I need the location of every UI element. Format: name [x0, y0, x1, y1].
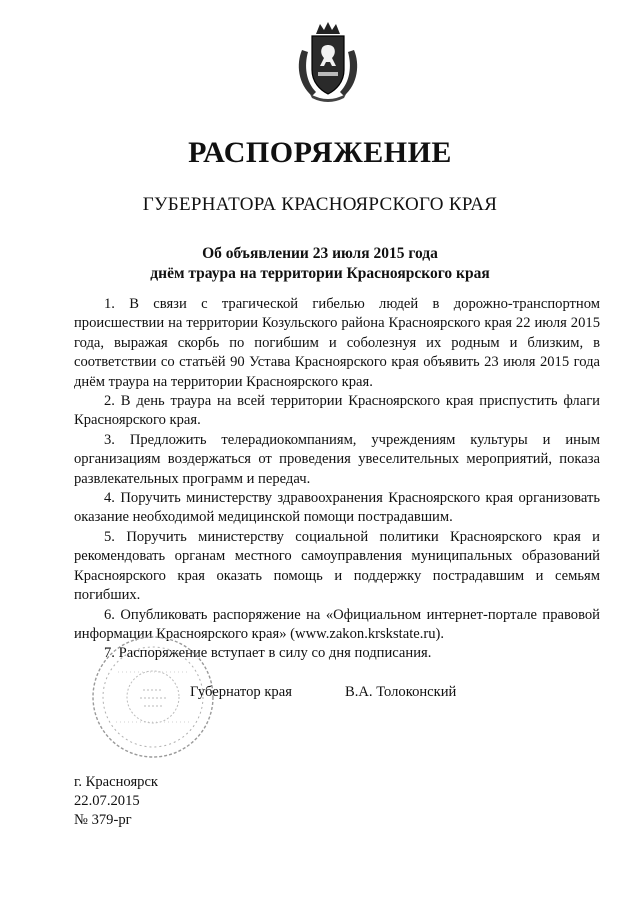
signature-position: Губернатор края [190, 684, 292, 700]
heading-line-2: днём траура на территории Красноярского края [150, 265, 490, 282]
paragraph-5: 5. Поручить министерству социальной политики Красноярского края и рекомендовать органам местного самоуправления муниципальных образований Красноярского края оказать помощь и поддержку пострадавшим и семьям погибших. [74, 528, 600, 604]
paragraph-2: 2. В день траура на всей территории Красноярского края приспустить флаги Красноярского края. [74, 393, 600, 429]
footer-number: № 379-рг [74, 812, 132, 828]
document-footer [74, 773, 158, 830]
signature-name: В.А. Толоконский [345, 684, 457, 700]
document-subtitle: ГУБЕРНАТОРА КРАСНОЯРСКОГО КРАЯ [142, 194, 498, 215]
footer-date: 22.07.2015 [74, 793, 140, 809]
document-body [74, 295, 600, 664]
footer-city: г. Красноярск [74, 774, 159, 790]
document-heading [0, 244, 640, 284]
paragraph-6: 6. Опубликовать распоряжение на «Официальном интернет-портале правовой информации Красноярского края» (www.zakon.krskstate.ru). [74, 606, 600, 642]
document-title: РАСПОРЯЖЕНИЕ [188, 136, 452, 169]
paragraph-3: 3. Предложить телерадиокомпаниям, учреждениям культуры и иным организациям воздержаться от проведения увеселительных мероприятий, показа развлекательных программ и передач. [74, 431, 600, 487]
paragraph-4: 4. Поручить министерству здравоохранения Красноярского края организовать оказание необходимой медицинской помощи пострадавшим. [74, 490, 600, 526]
paragraph-1: 1. В связи с трагической гибелью людей в дорожно-транспортном происшествии на территории Козульского района Красноярского края 22 июля 2015 года, выражая скорбь по погибшим и соболезнуя их родным и близким, в соответствии со статьёй 90 Устава Красноярского края объявить 23 июля 2015 года днём траура на территории Красноярского края. [74, 296, 600, 390]
krasnoyarsk-coat-of-arms-icon [292, 20, 364, 102]
paragraph-7: 7. Распоряжение вступает в силу со дня подписания. [104, 645, 432, 662]
heading-line-1: Об объявлении 23 июля 2015 года [202, 245, 438, 262]
